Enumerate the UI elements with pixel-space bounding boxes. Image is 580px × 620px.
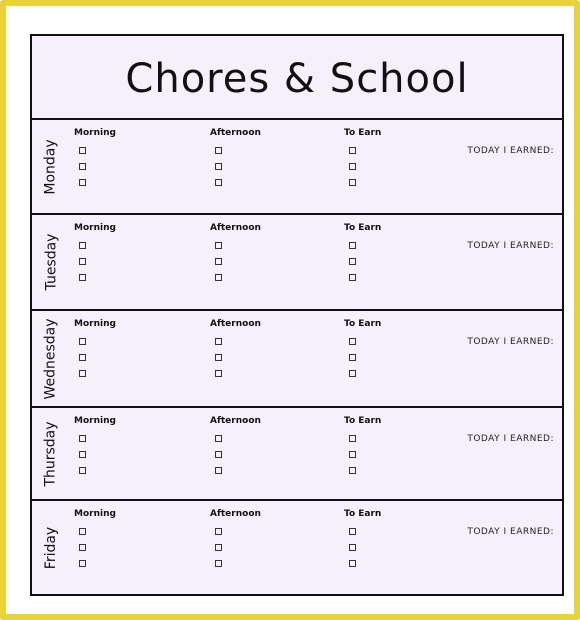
today-earned-label: TODAY I EARNED: <box>467 241 554 251</box>
day-section-thursday <box>32 408 562 501</box>
to-earn-header: To Earn <box>344 319 382 329</box>
checkbox[interactable] <box>349 435 356 442</box>
day-label <box>34 311 68 406</box>
checkbox[interactable] <box>215 528 222 535</box>
checkbox[interactable] <box>349 467 356 474</box>
afternoon-column <box>210 509 261 573</box>
checkbox[interactable] <box>215 435 222 442</box>
checkbox[interactable] <box>349 544 356 551</box>
to-earn-header: To Earn <box>344 509 382 519</box>
afternoon-column <box>210 319 261 383</box>
checkbox[interactable] <box>79 370 86 377</box>
checkbox[interactable] <box>215 274 222 281</box>
day-label <box>34 408 68 499</box>
morning-column <box>74 223 116 287</box>
day-name: Wednesday <box>43 317 59 400</box>
afternoon-column <box>210 416 261 480</box>
day-section-friday <box>32 501 562 594</box>
afternoon-column <box>210 223 261 287</box>
checkbox[interactable] <box>215 258 222 265</box>
afternoon-header: Afternoon <box>210 319 261 329</box>
checkbox[interactable] <box>79 354 86 361</box>
checkbox[interactable] <box>215 179 222 186</box>
checkbox[interactable] <box>79 544 86 551</box>
today-earned-label: TODAY I EARNED: <box>467 527 554 537</box>
checkbox[interactable] <box>215 242 222 249</box>
checkbox[interactable] <box>79 242 86 249</box>
checkbox[interactable] <box>349 147 356 154</box>
checkbox[interactable] <box>79 163 86 170</box>
morning-header: Morning <box>74 509 116 519</box>
day-label <box>34 501 68 594</box>
checkbox[interactable] <box>349 354 356 361</box>
to-earn-column <box>344 509 381 573</box>
day-label <box>34 120 68 213</box>
checkbox[interactable] <box>79 451 86 458</box>
checkbox[interactable] <box>79 147 86 154</box>
morning-column <box>74 128 116 192</box>
checkbox[interactable] <box>215 338 222 345</box>
checkbox[interactable] <box>349 242 356 249</box>
to-earn-column <box>344 319 381 383</box>
checkbox[interactable] <box>79 179 86 186</box>
day-name: Tuesday <box>43 233 59 291</box>
day-name: Monday <box>43 138 59 195</box>
day-section-monday <box>32 120 562 215</box>
checkbox[interactable] <box>349 370 356 377</box>
morning-header: Morning <box>74 416 116 426</box>
checkbox[interactable] <box>349 451 356 458</box>
morning-column <box>74 509 116 573</box>
checkbox[interactable] <box>215 451 222 458</box>
checkbox[interactable] <box>215 467 222 474</box>
day-name: Friday <box>43 526 59 569</box>
day-section-wednesday <box>32 311 562 408</box>
checkbox[interactable] <box>79 274 86 281</box>
morning-column <box>74 416 116 480</box>
checkbox[interactable] <box>215 544 222 551</box>
checkbox[interactable] <box>349 163 356 170</box>
chore-chart <box>30 34 564 596</box>
today-earned-label: TODAY I EARNED: <box>467 146 554 156</box>
to-earn-header: To Earn <box>344 223 382 233</box>
checkbox[interactable] <box>349 258 356 265</box>
checkbox[interactable] <box>79 560 86 567</box>
afternoon-header: Afternoon <box>210 416 261 426</box>
morning-header: Morning <box>74 319 116 329</box>
checkbox[interactable] <box>215 147 222 154</box>
morning-header: Morning <box>74 128 116 138</box>
to-earn-column <box>344 223 381 287</box>
morning-header: Morning <box>74 223 116 233</box>
page-title: Chores & School <box>32 36 562 120</box>
checkbox[interactable] <box>79 435 86 442</box>
to-earn-column <box>344 416 381 480</box>
day-section-tuesday <box>32 215 562 311</box>
afternoon-column <box>210 128 261 192</box>
checkbox[interactable] <box>215 560 222 567</box>
checkbox[interactable] <box>215 354 222 361</box>
afternoon-header: Afternoon <box>210 509 261 519</box>
checkbox[interactable] <box>349 179 356 186</box>
to-earn-header: To Earn <box>344 416 382 426</box>
checkbox[interactable] <box>79 338 86 345</box>
day-label <box>34 215 68 309</box>
checkbox[interactable] <box>79 467 86 474</box>
afternoon-header: Afternoon <box>210 128 261 138</box>
day-name: Thursday <box>43 420 60 487</box>
checkbox[interactable] <box>79 528 86 535</box>
to-earn-column <box>344 128 381 192</box>
morning-column <box>74 319 116 383</box>
to-earn-header: To Earn <box>344 128 382 138</box>
today-earned-label: TODAY I EARNED: <box>467 337 554 347</box>
checkbox[interactable] <box>215 163 222 170</box>
checkbox[interactable] <box>349 274 356 281</box>
checkbox[interactable] <box>215 370 222 377</box>
today-earned-label: TODAY I EARNED: <box>467 434 554 444</box>
checkbox[interactable] <box>349 528 356 535</box>
afternoon-header: Afternoon <box>210 223 261 233</box>
checkbox[interactable] <box>79 258 86 265</box>
checkbox[interactable] <box>349 560 356 567</box>
checkbox[interactable] <box>349 338 356 345</box>
